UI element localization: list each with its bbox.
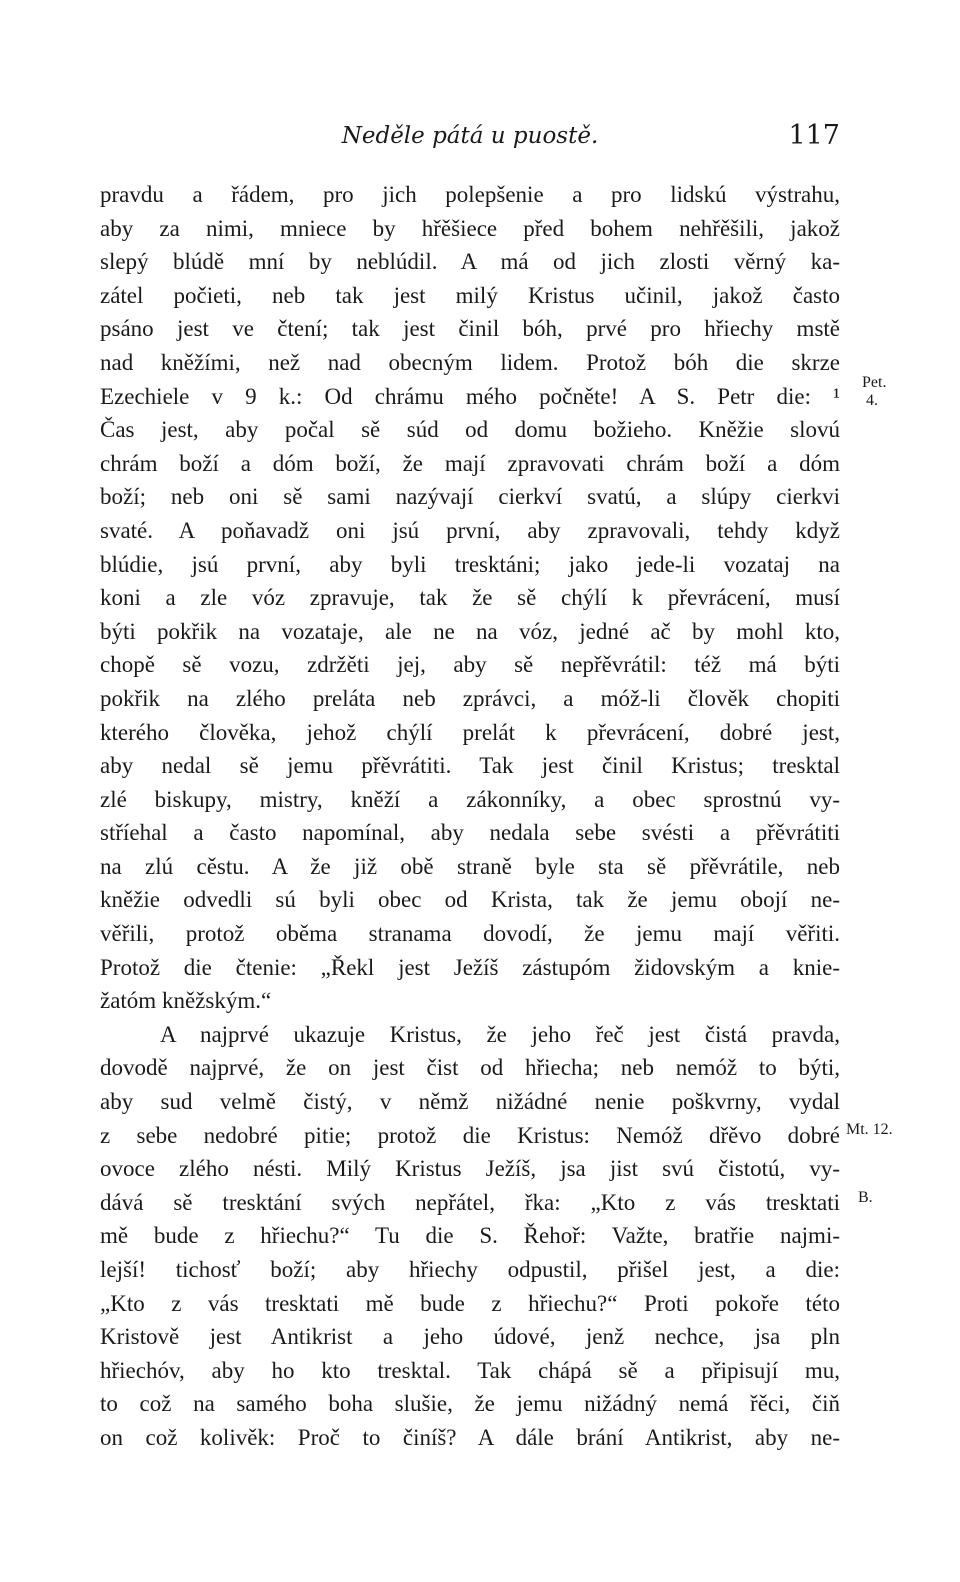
text-line: zátel počieti, neb tak jest milý Kristus učinil, jakož často (100, 282, 840, 308)
text-line: stříehal a často napomínal, aby nedala sebe svésti a přěvrátiti (100, 820, 840, 846)
margin-note-pet-chapter: 4. (866, 392, 878, 409)
text-line: slepý blúdě mní by neblúdil. A má od jich zlosti věrný ka- (100, 249, 840, 275)
text-line: on což kolivěk: Proč to činíš? A dále brání Antikrist, aby ne- (100, 1424, 840, 1450)
margin-note-pet: Pet. (862, 374, 887, 391)
text-line: zlé biskupy, mistry, kněží a zákonníky, a obec sprostnú vy- (100, 786, 840, 812)
margin-note-b: B. (858, 1189, 873, 1206)
margin-note-mt: Mt. 12. (846, 1121, 893, 1138)
text-line: aby sud velmě čistý, v němž nižádné nenie poškvrny, vydal (100, 1089, 840, 1115)
text-line: boží; neb oni sě sami nazývají cierkví svatú, a slúpy cierkvi (100, 484, 840, 510)
text-line: Ezechiele v 9 k.: Od chrámu mého počněte! A S. Petr die: ¹ (100, 383, 840, 409)
text-line: Kristově jest Antikrist a jeho údové, jenž nechce, jsa pln (100, 1324, 840, 1350)
text-line: z sebe nedobré pitie; protož die Kristus: Nemóž dřěvo dobré (100, 1122, 840, 1148)
text-line: aby nedal sě jemu přěvrátiti. Tak jest činil Kristus; tresktal (100, 753, 840, 779)
text-line: kněžie odvedli sú byli obec od Krista, tak že jemu obojí ne- (100, 887, 840, 913)
text-line: chrám boží a dóm boží, že mají zpravovati chrám boží a dóm (100, 450, 840, 476)
text-line: hřiechóv, aby ho kto tresktal. Tak chápá sě a připisují mu, (100, 1357, 840, 1383)
text-line: Protož die čtenie: „Řekl jest Ježíš zástupóm židovským a knie- (100, 954, 840, 980)
text-line: ovoce zlého nésti. Milý Kristus Ježíš, jsa jist svú čistotú, vy- (100, 1156, 840, 1182)
text-line: psáno jest ve čtení; tak jest činil bóh, prvé pro hřiechy mstě (100, 316, 840, 342)
text-line: žatóm kněžským.“ (100, 988, 272, 1014)
text-line: svaté. A poňavadž oni jsú první, aby zpravovali, tehdy když (100, 517, 840, 543)
text-line: Čas jest, aby počal sě súd od domu božieho. Kněžie slovú (100, 417, 840, 443)
text-line: kterého člověka, jehož chýlí prelát k převrácení, dobré jest, (100, 719, 840, 745)
text-line: pokřik na zlého preláta neb zprávci, a móž-li člověk chopiti (100, 685, 840, 711)
text-line: nad kněžími, než nad obecným lidem. Protož bóh die skrze (100, 349, 840, 375)
text-line: na zlú cěstu. A že již obě straně byle sta sě přěvrátile, neb (100, 853, 840, 879)
text-line: mě bude z hřiechu?“ Tu die S. Řehoř: Važte, bratřie najmi- (100, 1223, 840, 1249)
text-line: koni a zle vóz zpravuje, tak že sě chýlí k převrácení, musí (100, 585, 840, 611)
text-line: chopě sě vozu, zdržěti jej, aby sě nepřěvrátil: též má býti (100, 652, 840, 678)
text-line: věřili, protož oběma stranama dovodí, že jemu mají věřiti. (100, 921, 840, 947)
text-line: dovodě najprvé, že on jest čist od hřiecha; neb nemóž to býti, (100, 1055, 840, 1081)
body-text (100, 178, 840, 1455)
text-line: pravdu a řádem, pro jich polepšenie a pro lidskú výstrahu, (100, 182, 840, 207)
page-number: 117 (788, 120, 840, 151)
text-line: aby za nimi, mniece by hřěšiece před bohem nehřěšili, jakož (100, 215, 840, 241)
text-line: dává sě tresktání svých nepřátel, řka: „Kto z vás tresktati (100, 1189, 840, 1215)
text-line: A najprvé ukazuje Kristus, že jeho řeč jest čistá pravda, (160, 1021, 840, 1047)
text-line: lejší! tichosť boží; aby hřiechy odpustil, přišel jest, a die: (100, 1257, 840, 1282)
text-line: blúdie, jsú první, aby byli tresktáni; jako jede-li vozataj na (100, 551, 840, 577)
text-line: „Kto z vás tresktati mě bude z hřiechu?“ Proti pokoře této (100, 1290, 840, 1316)
running-title: Neděle pátá u puostě. (341, 123, 599, 149)
text-line: to což na samého boha slušie, že jemu nižádný nemá řěci, čiň (100, 1391, 840, 1417)
text-line: býti pokřik na vozataje, ale ne na vóz, jedné ač by mohl kto, (100, 618, 840, 644)
page-header (100, 118, 840, 154)
